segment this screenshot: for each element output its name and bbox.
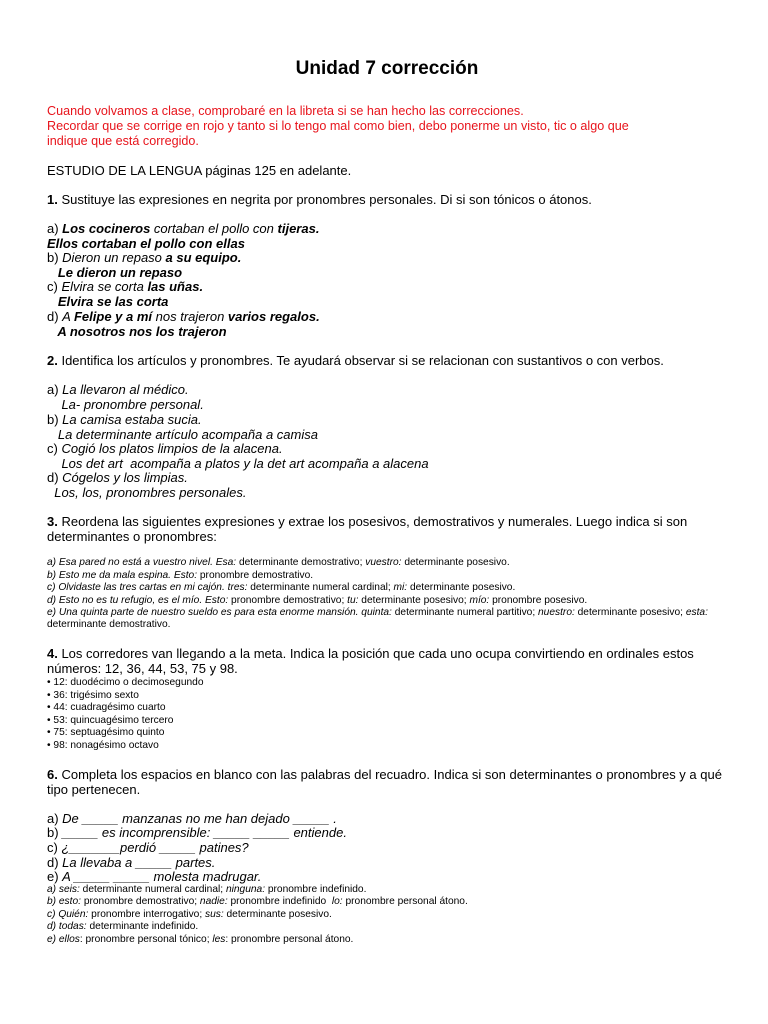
ex2-statement: 2. Identifica los artículos y pronombres. Te ayudará observar si se relacionan con sustantivos o con verbos. [47,353,664,368]
ex6-item-d: d) La llevaba a _____ partes. [47,855,216,870]
ex6-item-c: c) ¿_______perdió _____ patines? [47,840,249,855]
ex6-answer-b: b) esto: pronombre demostrativo; nadie: pronombre indefinido lo: pronombre personal átono. [47,896,468,907]
ex6-answer-a: a) seis: determinante numeral cardinal; ninguna: pronombre indefinido. [47,884,367,895]
ex2-item-a: a) La llevaron al médico. [47,382,189,397]
ex1-answer-b: Le dieron un repaso [47,265,183,280]
section-header: ESTUDIO DE LA LENGUA páginas 125 en adelante. [47,163,352,178]
ex2-answer-c: Los det art acompaña a platos y la det art acompaña a alacena [47,456,429,471]
ex4-item: • 53: quincuagésimo tercero [47,715,174,726]
ex6-statement: 6. Completa los espacios en blanco con las palabras del recuadro. Indica si son determinantes o pronombres y a qué tipo pertenecen. [47,767,722,797]
ex1-item-c: c) Elvira se corta las uñas. [47,279,204,294]
ex2-item-c: c) Cogió los platos limpios de la alacena. [47,441,283,456]
notice-line-3: indique que está corregido. [47,134,199,148]
ex1-item-d: d) A Felipe y a mí nos trajeron varios regalos. [47,309,320,324]
notice-line-1: Cuando volvamos a clase, comprobaré en la libreta si se han hecho las correcciones. [47,104,524,118]
ex1-item-a: a) Los cocineros cortaban el pollo con tijeras. [47,221,320,236]
ex2-answer-b: La determinante artículo acompaña a camisa [47,427,318,442]
ex6-item-a: a) De _____ manzanas no me han dejado _____ . [47,811,337,826]
ex2-answer-a: La- pronombre personal. [47,397,204,412]
ex1-answer-d: A nosotros nos los trajeron [47,324,227,339]
ex2-answer-d: Los, los, pronombres personales. [47,485,247,500]
ex4-item: • 44: cuadragésimo cuarto [47,702,166,713]
ex6-item-e: e) A _____ _____ molesta madrugar. [47,869,262,884]
ex3-answer-d: d) Esto no es tu refugio, es el mío. Esto: pronombre demostrativo; tu: determinante posesivo; mío: pronombre posesivo. [47,595,588,606]
ex4-item: • 12: duodécimo o decimosegundo [47,677,204,688]
ex3-statement: 3. Reordena las siguientes expresiones y extrae los posesivos, demostrativos y numerales. Luego indica si son determinantes o pronombres: [47,514,688,544]
ex6-answer-e: e) ellos: pronombre personal tónico; les: pronombre personal átono. [47,934,354,945]
ex6-answer-c: c) Quién: pronombre interrogativo; sus: determinante posesivo. [47,909,332,920]
correction-notice [47,104,727,149]
ex2-item-b: b) La camisa estaba sucia. [47,412,202,427]
ex6-answer-d: d) todas: determinante indefinido. [47,921,199,932]
ex6-item-b: b) _____ es incomprensible: _____ _____ entiende. [47,825,347,840]
ex4-item: • 75: septuagésimo quinto [47,727,165,738]
ex3-answer-b: b) Esto me da mala espina. Esto: pronombre demostrativo. [47,570,314,581]
notice-line-2: Recordar que se corrige en rojo y tanto si lo tengo mal como bien, debo ponerme un visto, tic o algo que [47,119,629,133]
ex1-answer-a: Ellos cortaban el pollo con ellas [47,236,245,251]
ex2-item-d: d) Cógelos y los limpias. [47,470,188,485]
ex4-item: • 98: nonagésimo octavo [47,740,159,751]
ex3-answer-c: c) Olvidaste las tres cartas en mi cajón. tres: determinante numeral cardinal; mi: determinante posesivo. [47,582,516,593]
ex1-item-b: b) Dieron un repaso a su equipo. [47,250,242,265]
ex4-statement: 4. Los corredores van llegando a la meta. Indica la posición que cada uno ocupa convirtiendo en ordinales estos números: 12, 36, 44, 53, 75 y 98. [47,646,694,676]
ex4-item: • 36: trigésimo sexto [47,690,139,701]
page-title: Unidad 7 corrección [295,58,479,79]
ex1-answer-c: Elvira se las corta [47,294,169,309]
ex3-answer-e: e) Una quinta parte de nuestro sueldo es para esta enorme mansión. quinta: determinante numeral partitivo; nuestro: determinante posesivo; esta: determinante demostrativo. [47,607,708,631]
ex1-statement: 1. Sustituye las expresiones en negrita por pronombres personales. Di si son tónicos o átonos. [47,192,592,207]
ex3-answer-a: a) Esa pared no está a vuestro nivel. Esa: determinante demostrativo; vuestro: determinante posesivo. [47,557,510,568]
